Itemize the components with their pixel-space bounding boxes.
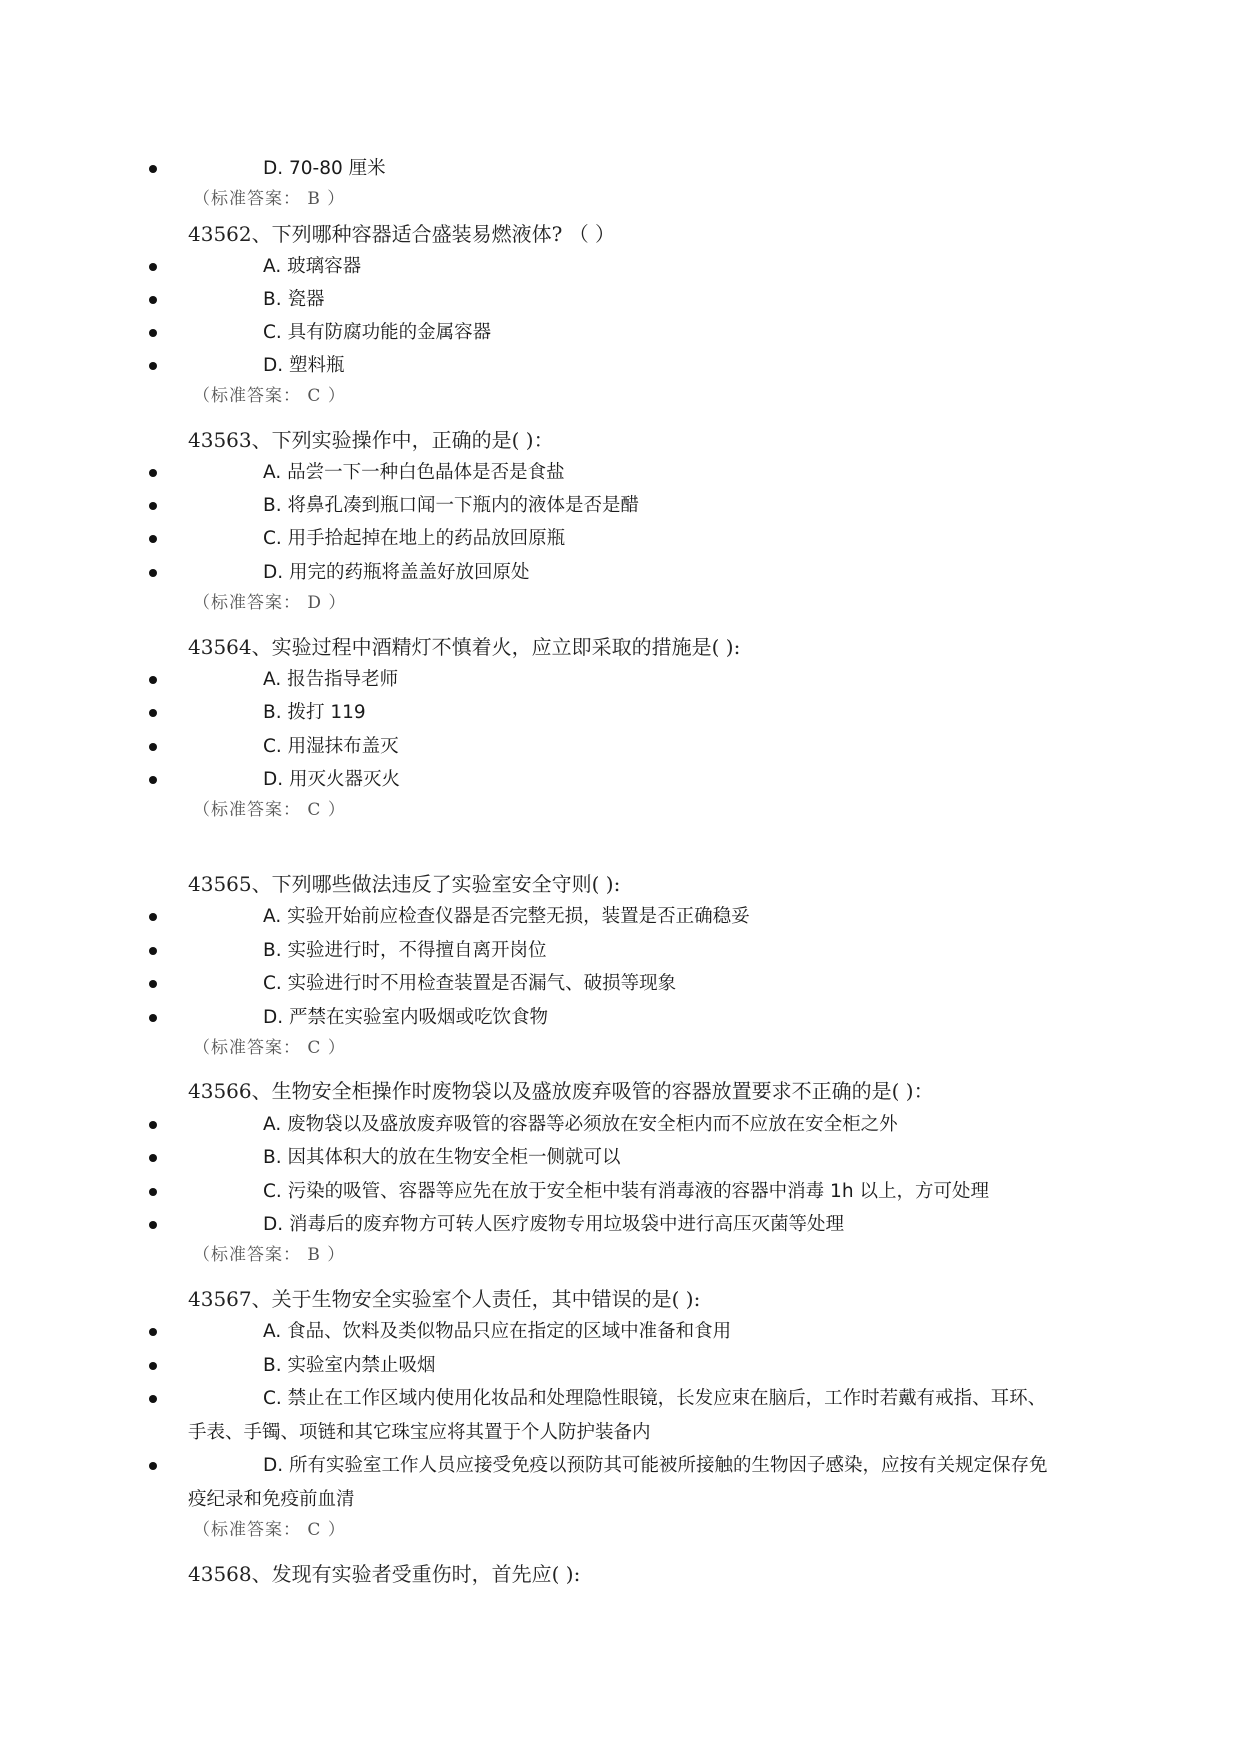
answer-line xyxy=(0,1513,1241,1547)
bullet xyxy=(149,569,157,577)
question-stem xyxy=(0,630,1241,664)
answer-text: （标准答案： C ） xyxy=(193,800,346,820)
bullet xyxy=(149,1362,157,1370)
bullet xyxy=(149,1188,157,1196)
bullet xyxy=(149,1395,157,1403)
option-text: C. 具有防腐功能的金属容器 xyxy=(263,322,492,343)
bullet xyxy=(149,980,157,988)
option-text: C. 污染的吸管、容器等应先在放于安全柜中装有消毒液的容器中消毒 1h 以上，方可处理 xyxy=(263,1181,989,1202)
answer-line xyxy=(0,182,1241,216)
option-text: B. 拨打 119 xyxy=(263,702,366,723)
list-item xyxy=(0,1449,1241,1483)
option-text: A. 食品、饮料及类似物品只应在指定的区域中准备和食用 xyxy=(263,1321,732,1342)
option-text: B. 实验室内禁止吸烟 xyxy=(263,1355,436,1376)
option-text: A. 实验开始前应检查仪器是否完整无损，装置是否正确稳妥 xyxy=(263,906,750,927)
list-item xyxy=(0,349,1241,383)
list-item xyxy=(0,934,1241,968)
answer-line xyxy=(0,793,1241,827)
option-text: A. 玻璃容器 xyxy=(263,256,362,277)
list-item xyxy=(0,456,1241,490)
option-continuation xyxy=(0,1483,1241,1517)
list-item xyxy=(0,283,1241,317)
option-text: D. 70-80 厘米 xyxy=(263,158,386,179)
option-text-continued: 手表、手镯、项链和其它珠宝应将其置于个人防护装备内 xyxy=(188,1422,651,1443)
option-text: C. 用湿抹布盖灭 xyxy=(263,736,399,757)
list-item xyxy=(0,316,1241,350)
bullet xyxy=(149,1121,157,1129)
answer-text: （标准答案： C ） xyxy=(193,1520,346,1540)
answer-text: （标准答案： C ） xyxy=(193,1038,346,1058)
bullet xyxy=(149,535,157,543)
question-stem xyxy=(0,1074,1241,1108)
question-text: 43566、生物安全柜操作时废物袋以及盛放废弃吸管的容器放置要求不正确的是( )： xyxy=(188,1079,934,1103)
question-stem xyxy=(0,1282,1241,1316)
bullet xyxy=(149,1328,157,1336)
list-item xyxy=(0,489,1241,523)
option-text: B. 瓷器 xyxy=(263,289,325,310)
bullet xyxy=(149,776,157,784)
list-item xyxy=(0,696,1241,730)
option-text: B. 将鼻孔凑到瓶口闻一下瓶内的液体是否是醋 xyxy=(263,495,639,516)
question-text: 43562、下列哪种容器适合盛装易燃液体? （ ） xyxy=(188,222,616,246)
bullet xyxy=(149,709,157,717)
list-item xyxy=(0,1175,1241,1209)
bullet xyxy=(149,1014,157,1022)
list-item xyxy=(0,1315,1241,1349)
bullet xyxy=(149,329,157,337)
answer-line xyxy=(0,379,1241,413)
question-text: 43564、实验过程中酒精灯不慎着火，应立即采取的措施是( ): xyxy=(188,635,741,659)
bullet xyxy=(149,676,157,684)
list-item xyxy=(0,900,1241,934)
option-text: A. 废物袋以及盛放废弃吸管的容器等必须放在安全柜内而不应放在安全柜之外 xyxy=(263,1114,898,1135)
list-item xyxy=(0,730,1241,764)
list-item xyxy=(0,1349,1241,1383)
list-item xyxy=(0,663,1241,697)
list-item xyxy=(0,1001,1241,1035)
bullet xyxy=(149,913,157,921)
option-text: D. 严禁在实验室内吸烟或吃饮食物 xyxy=(263,1007,549,1028)
list-item xyxy=(0,250,1241,284)
list-item xyxy=(0,1108,1241,1142)
option-text: A. 品尝一下一种白色晶体是否是食盐 xyxy=(263,462,565,483)
bullet xyxy=(149,362,157,370)
list-item xyxy=(0,1141,1241,1175)
question-stem xyxy=(0,1557,1241,1591)
bullet xyxy=(149,947,157,955)
option-text: B. 因其体积大的放在生物安全柜一侧就可以 xyxy=(263,1147,621,1168)
answer-text: （标准答案： B ） xyxy=(193,189,346,209)
bullet xyxy=(149,743,157,751)
question-stem xyxy=(0,867,1241,901)
answer-line xyxy=(0,1238,1241,1272)
answer-line xyxy=(0,586,1241,620)
option-text: D. 用完的药瓶将盖盖好放回原处 xyxy=(263,562,530,583)
list-item xyxy=(0,1382,1241,1416)
bullet xyxy=(149,502,157,510)
option-text-continued: 疫纪录和免疫前血清 xyxy=(188,1489,355,1510)
list-item xyxy=(0,522,1241,556)
question-text: 43565、下列哪些做法违反了实验室安全守则( ): xyxy=(188,872,621,896)
list-item xyxy=(0,763,1241,797)
option-text: D. 塑料瓶 xyxy=(263,355,345,376)
bullet xyxy=(149,1154,157,1162)
option-text: A. 报告指导老师 xyxy=(263,669,399,690)
question-text: 43563、下列实验操作中，正确的是( )： xyxy=(188,428,554,452)
question-text: 43568、发现有实验者受重伤时，首先应( ): xyxy=(188,1562,581,1586)
answer-line xyxy=(0,1031,1241,1065)
answer-text: （标准答案： B ） xyxy=(193,1245,346,1265)
bullet xyxy=(149,1462,157,1470)
list-item xyxy=(0,1208,1241,1242)
bullet xyxy=(149,263,157,271)
list-item xyxy=(0,967,1241,1001)
option-text: B. 实验进行时，不得擅自离开岗位 xyxy=(263,940,547,961)
list-item xyxy=(0,152,1241,186)
option-text: C. 禁止在工作区域内使用化妆品和处理隐性眼镜，长发应束在脑后，工作时若戴有戒指、耳环、 xyxy=(263,1388,1047,1409)
question-text: 43567、关于生物安全实验室个人责任，其中错误的是( ): xyxy=(188,1287,701,1311)
option-text: D. 所有实验室工作人员应接受免疫以预防其可能被所接触的生物因子感染，应按有关规定保存免 xyxy=(263,1455,1048,1476)
question-stem xyxy=(0,217,1241,251)
bullet xyxy=(149,165,157,173)
answer-text: （标准答案： D ） xyxy=(193,593,347,613)
bullet xyxy=(149,1221,157,1229)
bullet xyxy=(149,469,157,477)
bullet xyxy=(149,296,157,304)
option-text: C. 用手拾起掉在地上的药品放回原瓶 xyxy=(263,528,566,549)
answer-text: （标准答案： C ） xyxy=(193,386,346,406)
option-text: C. 实验进行时不用检查装置是否漏气、破损等现象 xyxy=(263,973,677,994)
option-text: D. 用灭火器灭火 xyxy=(263,769,401,790)
option-continuation xyxy=(0,1416,1241,1450)
option-text: D. 消毒后的废弃物方可转人医疗废物专用垃圾袋中进行高压灭菌等处理 xyxy=(263,1214,845,1235)
question-stem xyxy=(0,423,1241,457)
list-item xyxy=(0,556,1241,590)
